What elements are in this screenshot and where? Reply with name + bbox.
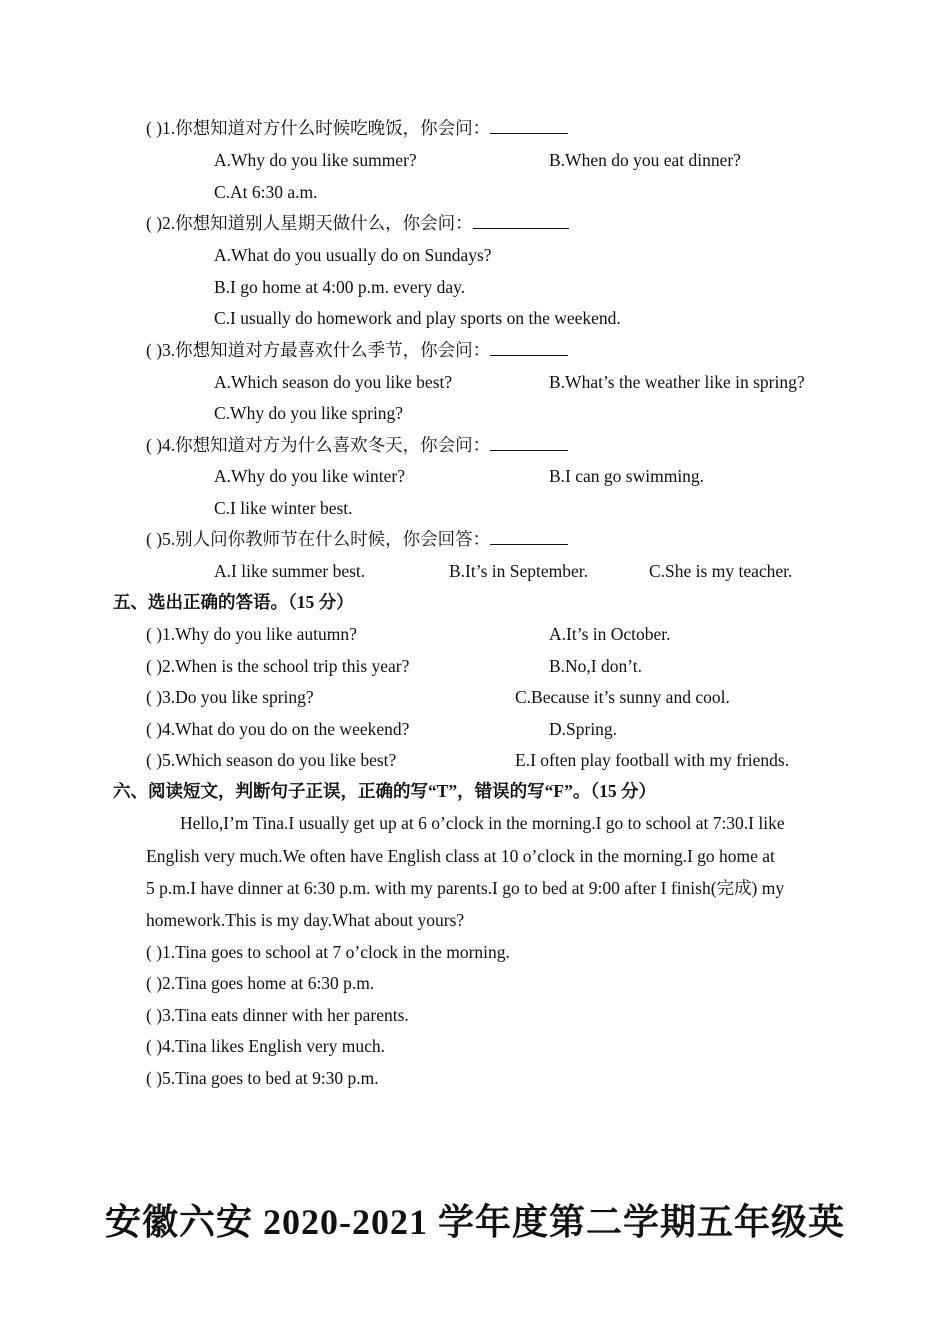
section5-heading: 五、选出正确的答语。（15 分） [113,592,354,612]
s4-q4-option-b: B.I can go swimming. [549,466,705,486]
s6-statement-4: ( )4.Tina likes English very much. [146,1036,385,1056]
s4-q2-option-c: C.I usually do homework and play sports on the weekend. [214,308,621,328]
s6-statement-5: ( )5.Tina goes to bed at 9:30 p.m. [146,1068,379,1088]
s4-q2-stem: ( )2.你想知道别人星期天做什么，你会问： [146,212,569,234]
s5-answer-b: B.No,I don’t. [549,656,643,676]
s4-q5-stem: ( )5.别人问你教师节在什么时候，你会回答： [146,528,568,550]
s5-answer-a: A.It’s in October. [549,624,671,644]
s5-answer-c: C.Because it’s sunny and cool. [515,687,730,707]
answer-blank[interactable] [490,339,568,356]
s4-q1-option-b: B.When do you eat dinner? [549,150,741,170]
s4-q2-option-b: B.I go home at 4:00 p.m. every day. [214,277,466,297]
s4-q1-option-c: C.At 6:30 a.m. [214,182,318,202]
passage-line-3: 5 p.m.I have dinner at 6:30 p.m. with my parents.I go to bed at 9:00 after I finish(完成) my [146,878,785,898]
passage-line-4: homework.This is my day.What about yours? [146,910,465,930]
s4-q4-stem: ( )4.你想知道对方为什么喜欢冬天，你会问： [146,434,568,456]
s5-question-3: ( )3.Do you like spring? [146,687,314,707]
s5-question-4: ( )4.What do you do on the weekend? [146,719,410,739]
s4-q3-stem: ( )3.你想知道对方最喜欢什么季节，你会问： [146,339,568,361]
s4-q1-option-a: A.Why do you like summer? [214,150,417,170]
s4-q2-option-a: A.What do you usually do on Sundays? [214,245,492,265]
s4-q3-option-a: A.Which season do you like best? [214,372,453,392]
s6-statement-2: ( )2.Tina goes home at 6:30 p.m. [146,973,375,993]
passage-line-1: Hello,I’m Tina.I usually get up at 6 o’clock in the morning.I go to school at 7:30.I like [180,813,785,833]
s4-q5-option-b: B.It’s in September. [449,561,589,581]
s5-question-5: ( )5.Which season do you like best? [146,750,397,770]
section6-heading: 六、阅读短文，判断句子正误，正确的写“T”，错误的写“F”。（15 分） [113,781,656,801]
answer-blank[interactable] [490,528,568,545]
s5-answer-e: E.I often play football with my friends. [515,750,790,770]
s5-question-2: ( )2.When is the school trip this year? [146,656,410,676]
s5-answer-d: D.Spring. [549,719,618,739]
s4-q1-stem: ( )1.你想知道对方什么时候吃晚饭，你会问： [146,117,568,139]
s4-q5-option-a: A.I like summer best. [214,561,366,581]
s4-q3-option-b: B.What’s the weather like in spring? [549,372,805,392]
passage-line-2: English very much.We often have English class at 10 o’clock in the morning.I go home at [146,846,775,866]
s4-q4-option-a: A.Why do you like winter? [214,466,405,486]
s4-q5-option-c: C.She is my teacher. [649,561,793,581]
s6-statement-3: ( )3.Tina eats dinner with her parents. [146,1005,409,1025]
answer-blank[interactable] [473,212,569,229]
answer-blank[interactable] [490,117,568,134]
answer-blank[interactable] [490,434,568,451]
s5-question-1: ( )1.Why do you like autumn? [146,624,357,644]
next-page-title: 安徽六安 2020-2021 学年度第二学期五年级英 [105,1202,845,1242]
s4-q4-option-c: C.I like winter best. [214,498,353,518]
s6-statement-1: ( )1.Tina goes to school at 7 o’clock in the morning. [146,942,510,962]
s4-q3-option-c: C.Why do you like spring? [214,403,404,423]
